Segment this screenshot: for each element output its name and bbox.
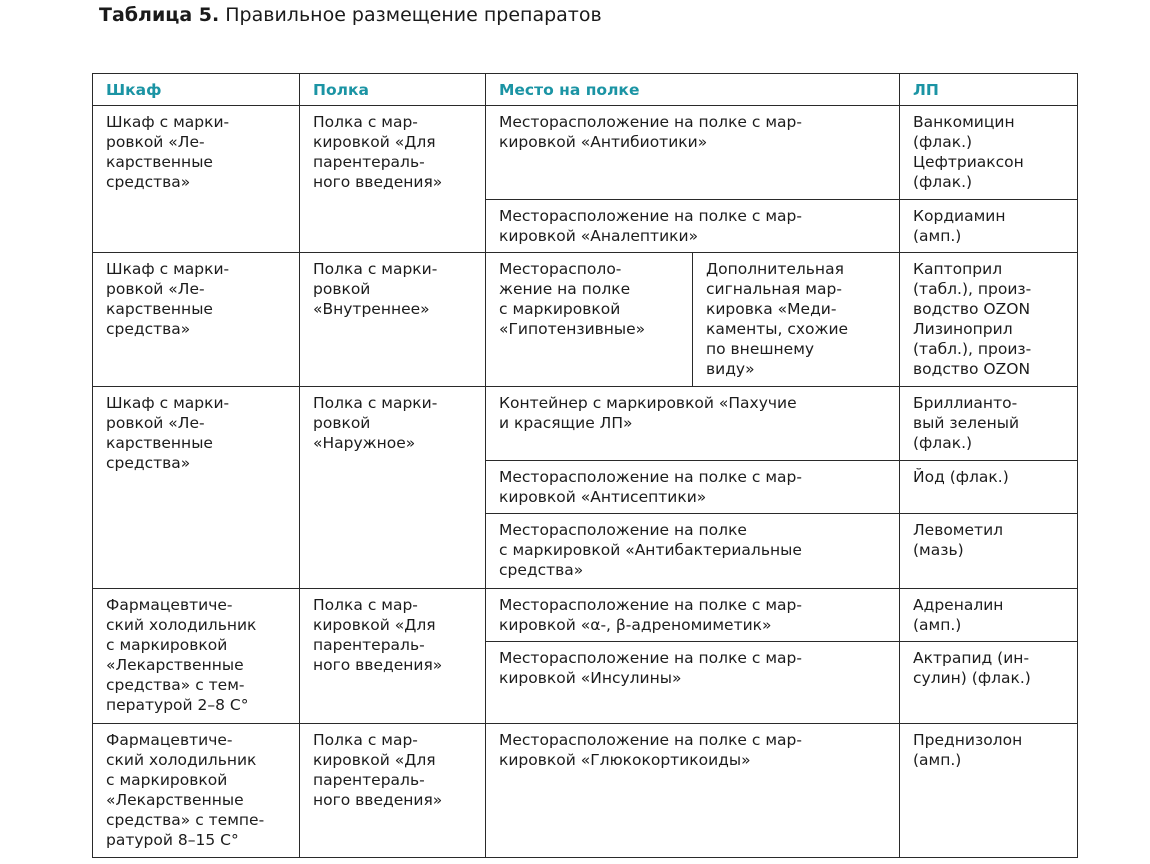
cabinet-cell: Шкаф с марки- ровкой «Ле- карственные средства» [93,106,300,253]
place-cell: Месторасположение на полке с маркировкой «Антибактериальные средства» [486,514,900,589]
drug-cell: Адреналин (амп.) [900,589,1078,642]
placement-table [92,73,1078,858]
cabinet-cell: Шкаф с марки- ровкой «Ле- карственные средства» [93,387,300,589]
place-cell: Месторасположение на полке с мар- кировкой «Инсулины» [486,642,900,724]
table-row [93,106,1078,200]
shelf-cell: Полка с мар- кировкой «Для парентераль- ного введения» [300,589,486,724]
cabinet-cell: Фармацевтиче- ский холодильник с маркировкой «Лекарственные средства» с темпе- ратурой 8–15 С° [93,724,300,858]
table-caption [99,4,602,26]
header-cabinet: Шкаф [93,74,300,106]
drug-cell: Преднизолон (амп.) [900,724,1078,858]
header-place: Место на полке [486,74,900,106]
place-cell: Месторасположение на полке с мар- кировкой «Антисептики» [486,461,900,514]
extra-marking-cell: Дополнительная сигнальная мар- кировка «Меди- каменты, схожие по внешнему виду» [693,253,900,387]
header-drug: ЛП [900,74,1078,106]
drug-cell: Йод (флак.) [900,461,1078,514]
drug-cell: Каптоприл (табл.), произ- водство OZON Лизиноприл (табл.), произ- водство OZON [900,253,1078,387]
place-cell: Месторасположение на полке с мар- кировкой «Аналептики» [486,200,900,253]
place-cell: Месторасположение на полке с мар- кировкой «α-, β-адреномиметик» [486,589,900,642]
place-cell: Месторасполо- жение на полке с маркировкой «Гипотензивные» [486,253,693,387]
shelf-cell: Полка с марки- ровкой «Внутреннее» [300,253,486,387]
caption-label: Таблица 5. [99,4,220,26]
header-row [93,74,1078,106]
table-row [93,724,1078,858]
cabinet-cell: Шкаф с марки- ровкой «Ле- карственные средства» [93,253,300,387]
drug-cell: Левометил (мазь) [900,514,1078,589]
table-row [93,589,1078,642]
header-shelf: Полка [300,74,486,106]
drug-cell: Кордиамин (амп.) [900,200,1078,253]
cabinet-cell: Фармацевтиче- ский холодильник с маркировкой «Лекарственные средства» с тем- пературой 2–8 С° [93,589,300,724]
shelf-cell: Полка с марки- ровкой «Наружное» [300,387,486,589]
caption-title: Правильное размещение препаратов [219,4,602,26]
shelf-cell: Полка с мар- кировкой «Для парентераль- ного введения» [300,106,486,253]
place-cell: Контейнер с маркировкой «Пахучие и красящие ЛП» [486,387,900,461]
table-row [93,387,1078,461]
table-row [93,253,1078,387]
drug-cell: Актрапид (ин- сулин) (флак.) [900,642,1078,724]
drug-cell: Бриллианто- вый зеленый (флак.) [900,387,1078,461]
drug-cell: Ванкомицин (флак.) Цефтриаксон (флак.) [900,106,1078,200]
place-cell: Месторасположение на полке с мар- кировкой «Глюкокортикоиды» [486,724,900,858]
shelf-cell: Полка с мар- кировкой «Для парентераль- ного введения» [300,724,486,858]
place-cell: Месторасположение на полке с мар- кировкой «Антибиотики» [486,106,900,200]
